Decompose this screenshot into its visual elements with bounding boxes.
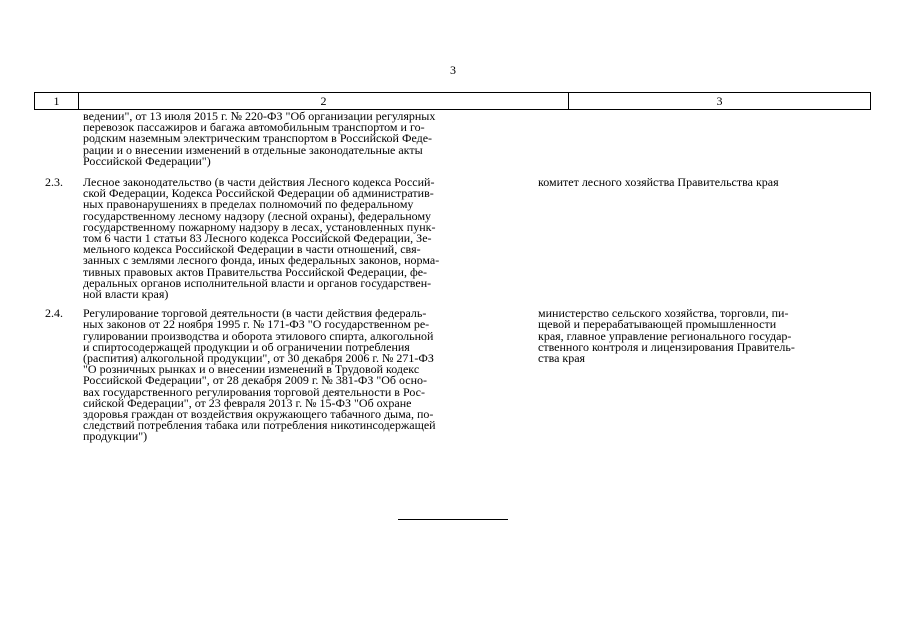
row-text: ведении", от 13 июля 2015 г. № 220-ФЗ "Об организации регулярных перевозок пассажиров и багажа автомобильным транспортом и го- родским наземным электрическим транспортом в Российской Феде- рации и о внесении изменений в отдельные законодательные акты Российской Федерации") bbox=[83, 109, 436, 168]
table-header bbox=[34, 92, 871, 110]
table-row-2-4 bbox=[34, 308, 871, 442]
row-number: 2.3. bbox=[45, 175, 63, 190]
header-col-2: 2 bbox=[79, 93, 569, 109]
row-responsible: комитет лесного хозяйства Правительства края bbox=[538, 175, 779, 190]
row-responsible: министерство сельского хозяйства, торговли, пи- щевой и перерабатывающей промышленности края, главное управление регионального государ- ственного контроля и лицензирования Правитель- ства края bbox=[538, 306, 795, 366]
row-text: Лесное законодательство (в части действия Лесного кодекса Россий- ской Федерации, Кодекса Российской Федерации об административ- ных правонарушениях в пределах полномочий по федеральному государственному лесному надзору (лесной охраны), федеральному государственному пожарному надзору в лесах, установленных пунк- том 6 части 1 статьи 83 Лесного кодекса Российской Федерации, Зе- мельного кодекса Российской Федерации в части отношений, свя- занных с землями лесного фонда, иных федеральных законов, норма- тивных правовых актов Правительства Российской Федерации, фе- деральных органов исполнительной власти и органов государствен- ной власти края) bbox=[83, 175, 440, 302]
row-number: 2.4. bbox=[45, 306, 63, 321]
page-number: 3 bbox=[450, 63, 456, 77]
header-col-3: 3 bbox=[716, 94, 723, 108]
closing-rule bbox=[398, 519, 508, 520]
table-row-continuation bbox=[34, 111, 871, 167]
row-text: Регулирование торговой деятельности (в части действия федераль- ных законов от 22 ноября 1995 г. № 171-ФЗ "О государственном ре- гулировании производства и оборота этилового спирта, алкогольной и спиртосодержащей продукции и об ограничении потребления (распития) алкогольной продукции", от 30 декабря 2006 г. № 271-ФЗ "О розничных рынках и о внесении изменений в Трудовой кодекс Российской Федерации", от 28 декабря 2009 г. № 381-ФЗ "Об осно- вах государственного регулирования торговой деятельности в Рос- сийской Федерации", от 23 февраля 2013 г. № 15-ФЗ "Об охране здоровья граждан от воздействия окружающего табачного дыма, по- следствий потребления табака или потребления никотинсодержащей продукции") bbox=[83, 306, 436, 444]
table-body bbox=[34, 110, 871, 443]
header-col-1: 1 bbox=[35, 93, 79, 109]
table-row-2-3 bbox=[34, 177, 871, 300]
